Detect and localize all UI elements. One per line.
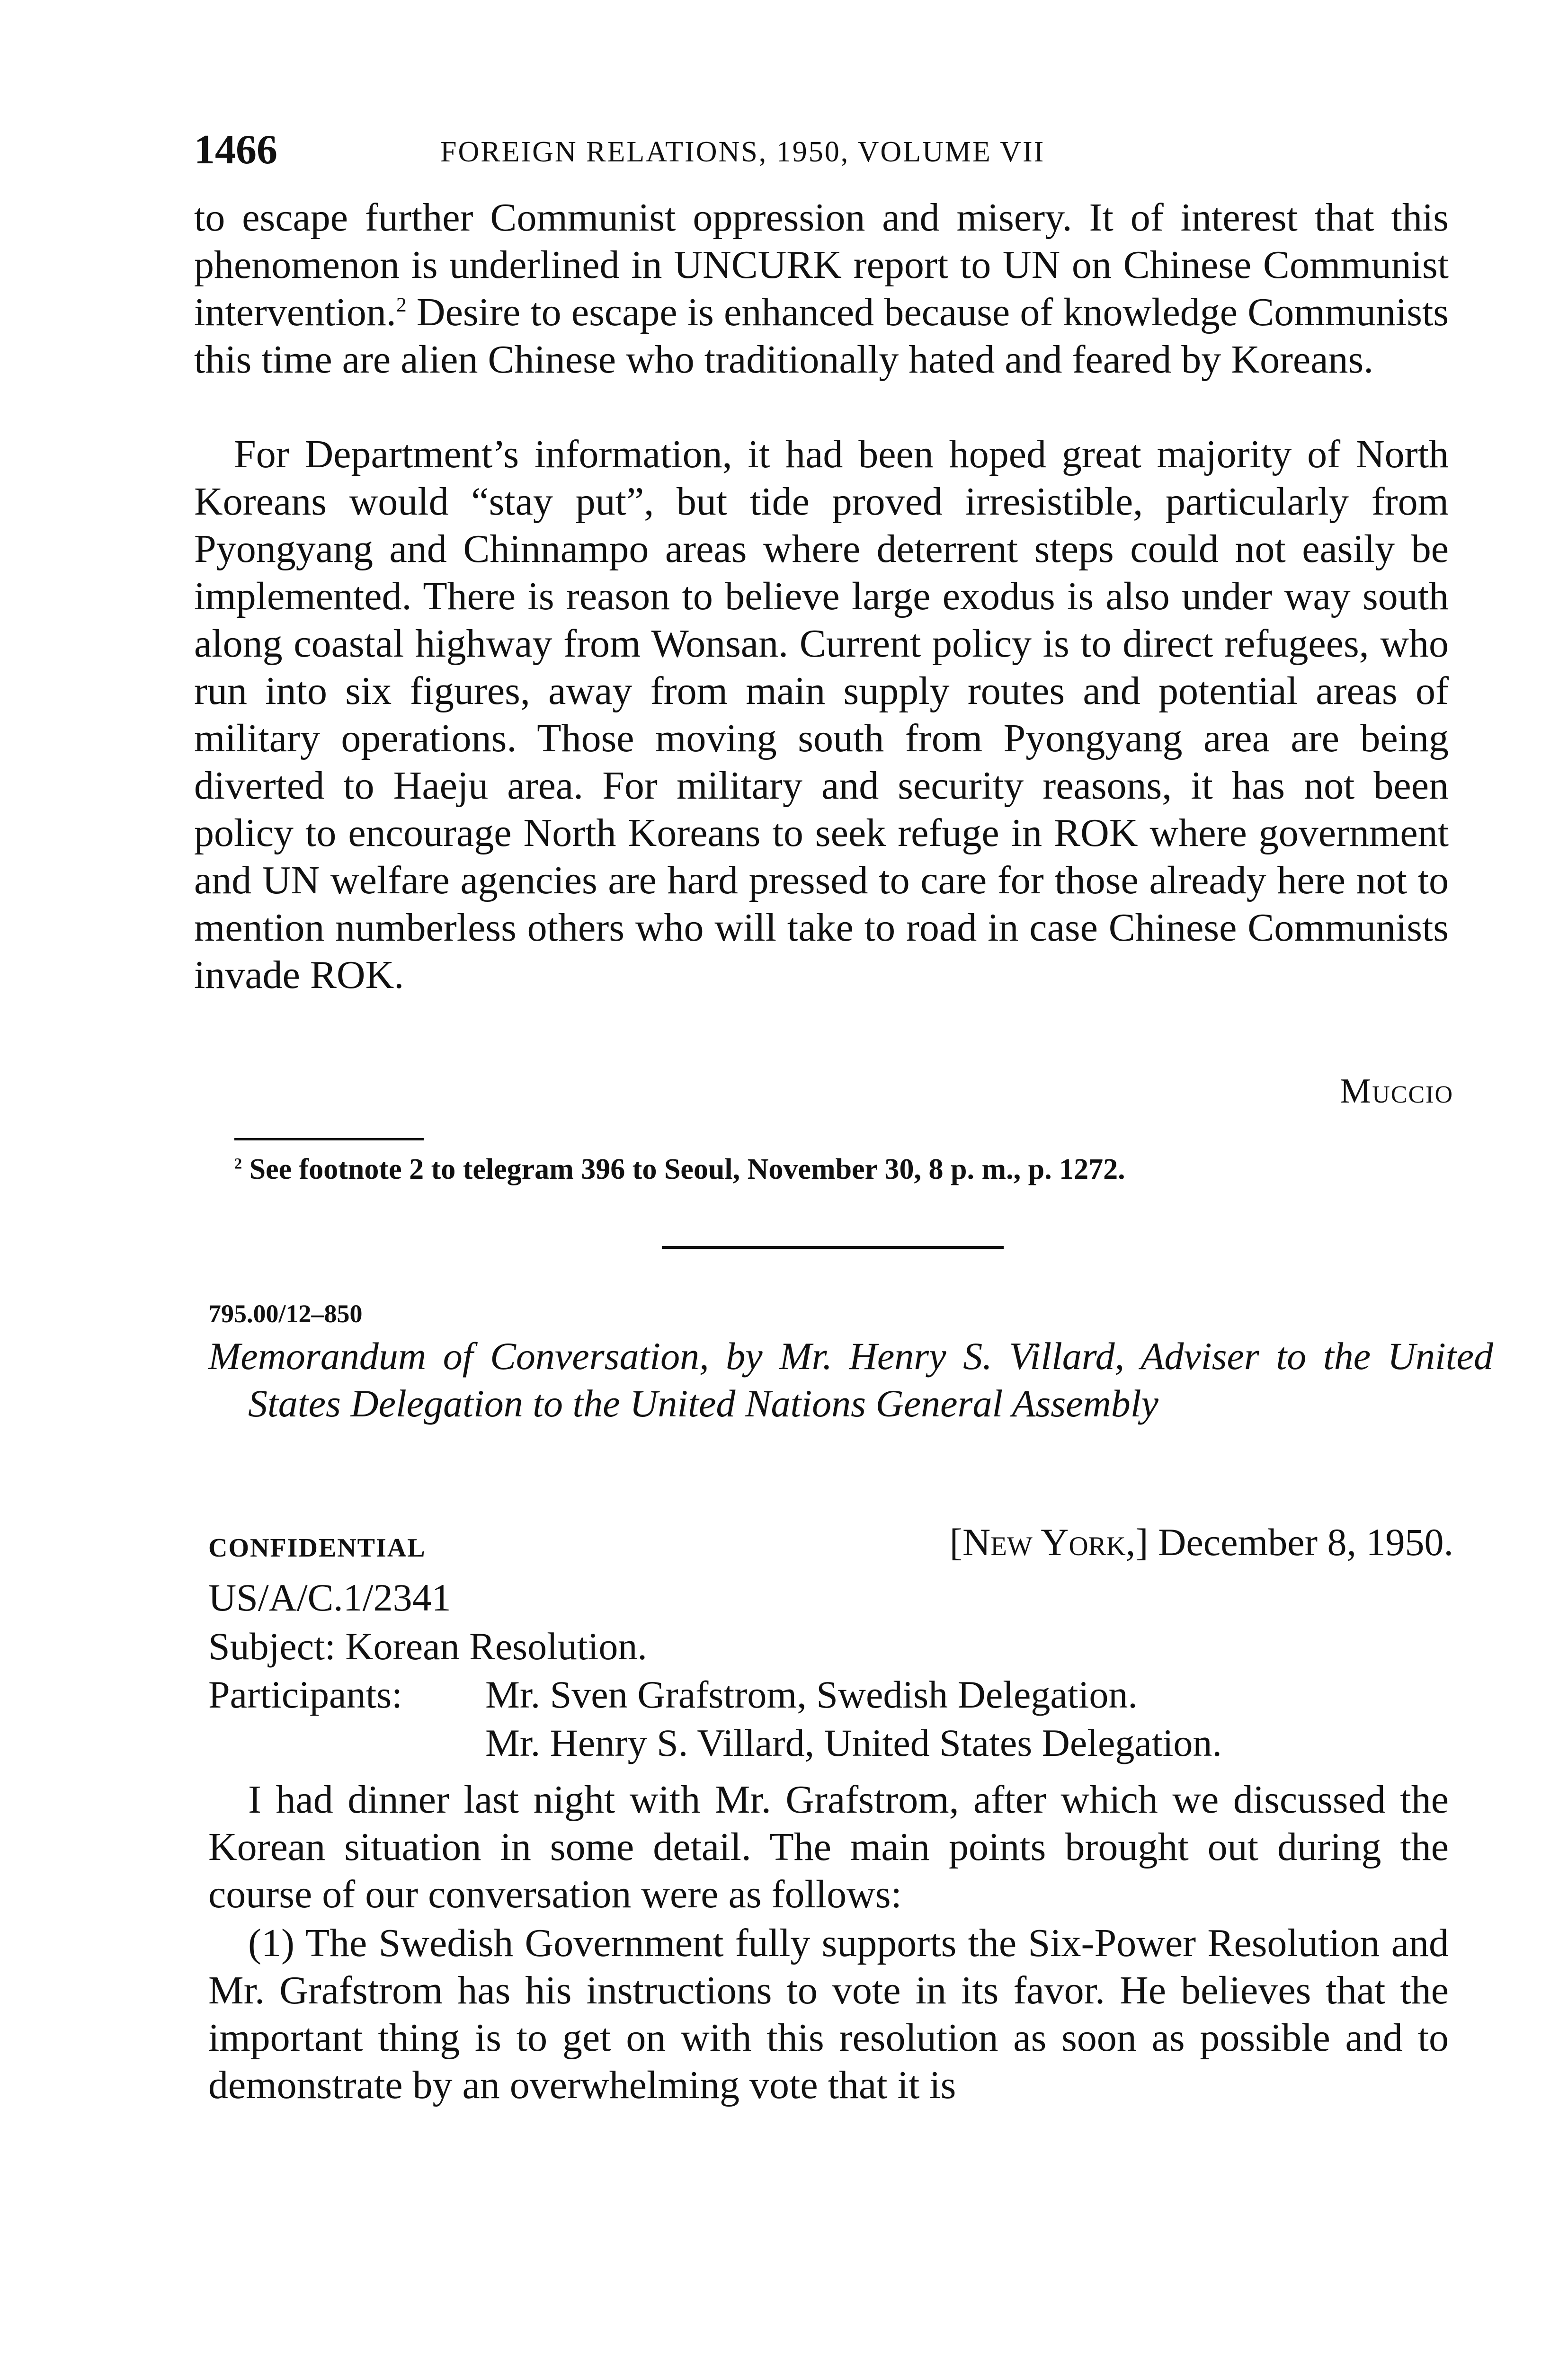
place-bracket-close: ,] — [1125, 1521, 1149, 1564]
subject-text: Korean Resolution. — [345, 1625, 647, 1668]
place-bracket-open: [ — [949, 1521, 962, 1564]
date: December 8, 1950. — [1148, 1521, 1453, 1564]
body-paragraph: I had dinner last night with Mr. Grafstrom, after which we discussed the Korean situation in some detail. The main points brought out during the course of our conversation were as follows: — [208, 1778, 1449, 1916]
page-number: 1466 — [194, 127, 277, 173]
footnote-divider — [234, 1138, 424, 1140]
footnote — [234, 1150, 1427, 1188]
footnote-marker: 2 — [234, 1155, 242, 1172]
reference-number: US/A/C.1/2341 — [208, 1576, 451, 1619]
footnote-text: See footnote 2 to telegram 396 to Seoul, November 30, 8 p. m., p. 1272. — [242, 1153, 1125, 1185]
file-number: 795.00/12–850 — [208, 1299, 363, 1328]
subject-label: Subject: — [208, 1625, 336, 1668]
body-paragraph: For Department’s information, it had been hoped great majority of North Koreans would “stay put”, but tide proved irresistible, particularly from Pyongyang and Chinnampo areas where deterrent steps could not easily be implemented. There is reason to believe large exodus is also under way south along coastal highway from Wonsan. Current policy is to direct refugees, who run into six figures, away from main supply routes and potential areas of military operations. Those moving south from Pyongyang area are being diverted to Haeju area. For military and security reasons, it has not been policy to encourage North Koreans to seek refuge in ROK where government and UN welfare agencies are hard pressed to care for those already here not to mention numberless others who will take to road in case Chinese Communists invade ROK. — [194, 432, 1449, 997]
participant: Mr. Henry S. Villard, United States Delegation. — [485, 1721, 1222, 1764]
classification-label: CONFIDENTIAL — [208, 1533, 426, 1563]
place-and-date — [881, 1519, 1453, 1566]
volume-title: FOREIGN RELATIONS, 1950, VOLUME VII — [440, 136, 1045, 168]
participants-label: Participants: — [208, 1673, 402, 1716]
place: New York — [962, 1521, 1126, 1564]
paragraph-text: Desire to escape is enhanced because of knowledge Communists this time are alien Chinese who traditionally hated and feared by Koreans. — [194, 290, 1449, 382]
document-title: Memorandum of Conversation, by Mr. Henry S. Villard, Adviser to the United States Delegation to the United Nations General Assembly — [208, 1335, 1493, 1425]
subject-line — [208, 1623, 647, 1670]
footnote-reference: 2 — [396, 294, 407, 316]
participant: Mr. Sven Grafstrom, Swedish Delegation. — [485, 1673, 1138, 1716]
running-head — [194, 124, 1207, 176]
section-divider — [662, 1246, 1004, 1249]
body-paragraph: (1) The Swedish Government fully supports the Six-Power Resolution and Mr. Grafstrom has his instructions to vote in its favor. He believes that the important thing is to get on with this resolution as soon as possible and to demonstrate by an overwhelming vote that it is — [208, 1921, 1449, 2107]
body-paragraph — [194, 194, 1449, 383]
signature: Muccio — [1340, 1072, 1453, 1111]
paragraph-text: to escape further Communist oppression and misery. It of interest that this phenomenon is underlined in UNCURK report to UN on Chinese Communist intervention. — [194, 196, 1449, 334]
